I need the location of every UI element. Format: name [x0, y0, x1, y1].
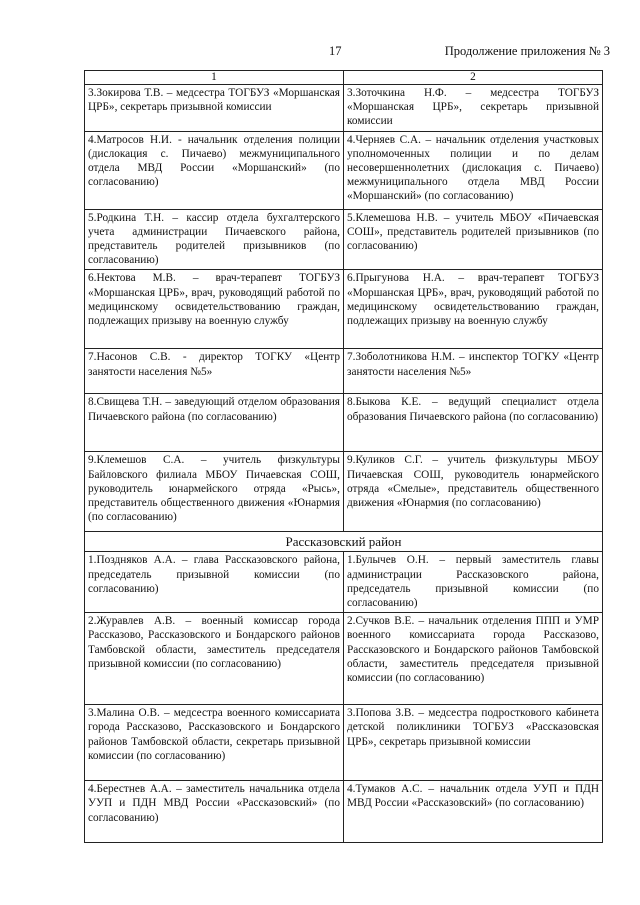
table-row [85, 349, 603, 394]
member-cell-left: 7.Насонов С.В. - директор ТОГКУ «Центр занятости населения №5» [85, 349, 344, 394]
member-cell-right: 3.Попова З.В. – медсестра подросткового кабинета детской поликлиники ТОГБУЗ «Рассказовская ЦРБ», секретарь призывной комиссии [344, 705, 603, 781]
member-cell-right: 7.Зоболотникова Н.М. – инспектор ТОГКУ «Центр занятости населения №5» [344, 349, 603, 394]
member-cell-left: 2.Журавлев А.В. – военный комиссар города Рассказово, Рассказовского и Бондарского районов Тамбовской области, заместитель председателя призывной комиссии (по согласованию) [85, 613, 344, 705]
member-cell-left: 3.Малина О.В. – медсестра военного комиссариата города Рассказово, Рассказовского и Бондарского районов Тамбовской области, секретарь призывной комиссии (по согласованию) [85, 705, 344, 781]
table-row [85, 209, 603, 270]
page-number: 17 [329, 44, 342, 58]
member-cell-right: 4.Тумаков А.С. – начальник отдела УУП и ПДН МВД России «Рассказовский» (по согласованию) [344, 781, 603, 843]
table-row [85, 613, 603, 705]
member-cell-left: 8.Свищева Т.Н. – заведующий отделом образования Пичаевского района (по согласованию) [85, 394, 344, 452]
table-row [85, 552, 603, 613]
member-cell-left: 3.Зокирова Т.В. – медсестра ТОГБУЗ «Моршанская ЦРБ», секретарь призывной комиссии [85, 85, 344, 132]
column-number-row [85, 71, 603, 85]
member-cell-right: 8.Быкова К.Е. – ведущий специалист отдела образования Пичаевского района (по согласованию) [344, 394, 603, 452]
member-cell-left: 4.Берестнев А.А. – заместитель начальника отдела УУП и ПДН МВД России «Рассказовский» (по согласованию) [85, 781, 344, 843]
table-row [85, 394, 603, 452]
member-cell-left: 9.Клемешов С.А. – учитель физкультуры Байловского филиала МБОУ Пичаевская СОШ, руководитель юнармейского отряда «Рысь», представитель общественного движения «Юнармия (по согласованию) [85, 452, 344, 532]
member-cell-right: 4.Черняев С.А. – начальник отделения участковых уполномоченных полиции и по делам несовершеннолетних (дислокация с. Пичаево) межмуниципального отдела МВД России «Моршанский» (по согласованию) [344, 131, 603, 209]
member-cell-left: 6.Нектова М.В. – врач-терапевт ТОГБУЗ «Моршанская ЦРБ», врач, руководящий работой по медицинскому освидетельствованию граждан, подлежащих призыву на военную службу [85, 270, 344, 349]
member-cell-right: 5.Клемешова Н.В. – учитель МБОУ «Пичаевская СОШ», представитель родителей призывников (по согласованию) [344, 209, 603, 270]
column-number: 1 [85, 71, 344, 85]
member-cell-right: 2.Сучков В.Е. – начальник отделения ППП и УМР военного комиссариата города Рассказово, Рассказовского и Бондарского районов Тамбовской области, заместитель председателя призывной комиссии (по согласованию) [344, 613, 603, 705]
member-cell-left: 5.Родкина Т.Н. – кассир отдела бухгалтерского учета администрации Пичаевского района, представитель родителей призывников (по согласованию) [85, 209, 344, 270]
member-cell-left: 1.Поздняков А.А. – глава Рассказовского района, председатель призывной комиссии (по согласованию) [85, 552, 344, 613]
member-cell-left: 4.Матросов Н.И. - начальник отделения полиции (дислокация с. Пичаево) межмуниципального отдела МВД России «Моршанский» (по согласованию) [85, 131, 344, 209]
column-number: 2 [344, 71, 603, 85]
section-heading-row [85, 532, 603, 552]
section-title: Рассказовский район [85, 532, 603, 552]
table-row [85, 131, 603, 209]
table-row [85, 452, 603, 532]
members-table [84, 70, 603, 843]
member-cell-right: 6.Прыгунова Н.А. – врач-терапевт ТОГБУЗ «Моршанская ЦРБ», врач, руководящий работой по медицинскому освидетельствованию граждан, подлежащих призыву на военную службу [344, 270, 603, 349]
member-cell-right: 9.Куликов С.Г. – учитель физкультуры МБОУ Пичаевская СОШ, руководитель юнармейского отряда «Смелые», представитель общественного движения «Юнармия (по согласованию) [344, 452, 603, 532]
table-row [85, 781, 603, 843]
member-cell-right: 3.Зоточкина Н.Ф. – медсестра ТОГБУЗ «Моршанская ЦРБ», секретарь призывной комиссии [344, 85, 603, 132]
appendix-note: Продолжение приложения № 3 [444, 44, 610, 58]
member-cell-right: 1.Булычев О.Н. – первый заместитель главы администрации Рассказовского района, председатель призывной комиссии (по согласованию) [344, 552, 603, 613]
table-row [85, 705, 603, 781]
table-row [85, 85, 603, 132]
table-row [85, 270, 603, 349]
